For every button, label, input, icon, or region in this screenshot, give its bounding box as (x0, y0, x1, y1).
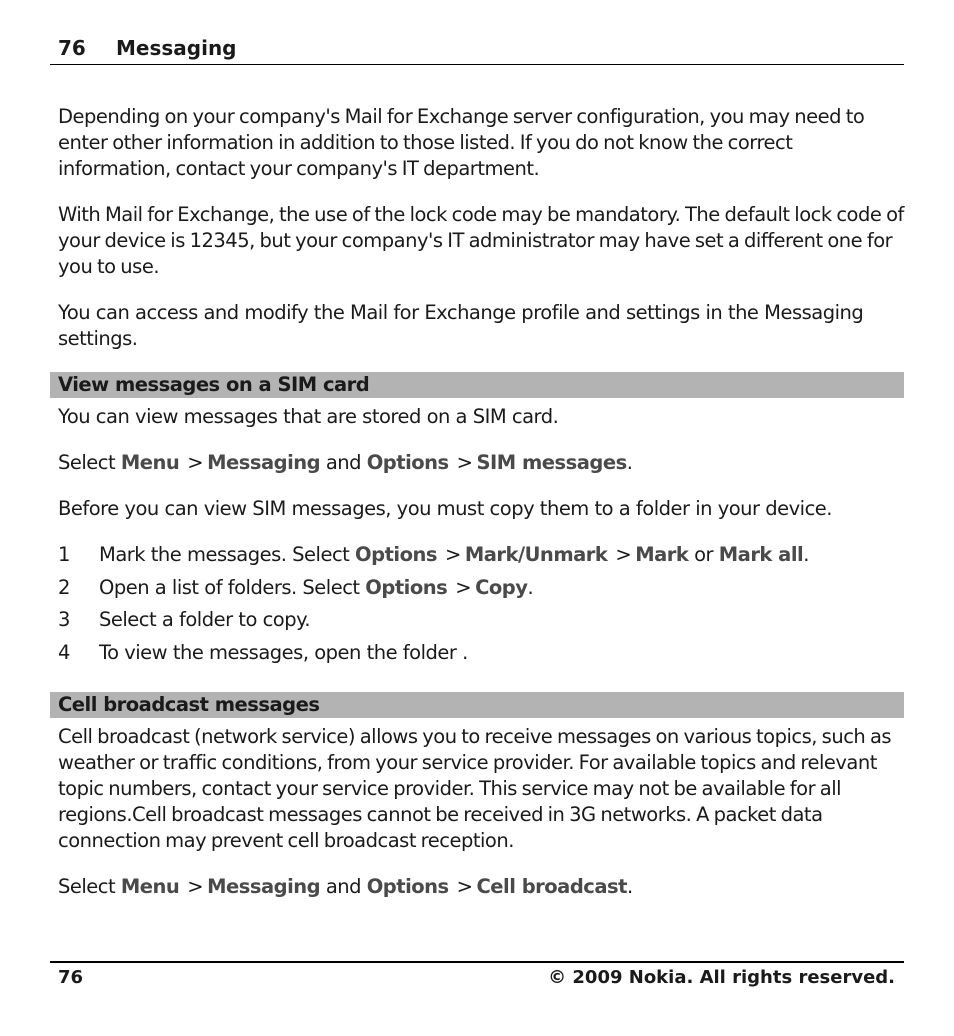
footer-page-number: 76 (58, 967, 84, 988)
list-item: 3 Select a folder to copy. (58, 608, 311, 631)
sim-steps-list (58, 542, 904, 672)
list-item: 1 Mark the messages. Select Options > Mark/Unmark > Mark or Mark all. (58, 543, 809, 566)
intro-paragraph-1: Depending on your company's Mail for Exchange server configuration, you may need to enter other information in addition to those listed. If you do not know the correct information, contact your company's IT department. (58, 105, 865, 180)
cell-paragraph-1: Cell broadcast (network service) allows you to receive messages on various topics, such as weather or traffic conditions, from your service provider. For available topics and relevant topic numbers, contact your service provider. This service may not be available for all regions.Cell broadcast messages cannot be received in 3G networks. A packet data connection may prevent cell broadcast reception. (58, 725, 892, 852)
list-item: 4 To view the messages, open the folder . (58, 640, 468, 664)
page-header (50, 36, 904, 65)
page-number: 76 (58, 36, 86, 60)
copyright-notice: © 2009 Nokia. All rights reserved. (548, 967, 895, 988)
intro-paragraph-3: You can access and modify the Mail for Exchange profile and settings in the Messaging settings. (58, 301, 864, 350)
chapter-title: Messaging (116, 36, 237, 60)
page-footer (50, 961, 904, 995)
page-body (58, 104, 904, 920)
section-heading-sim: View messages on a SIM card (50, 372, 904, 398)
section-heading-cell-broadcast: Cell broadcast messages (50, 692, 904, 718)
sim-paragraph-1: You can view messages that are stored on a SIM card. (58, 405, 559, 428)
sim-select-path: Select Menu > Messaging and Options > SIM messages. (58, 451, 633, 474)
cell-select-path: Select Menu > Messaging and Options > Cell broadcast. (58, 875, 633, 898)
intro-paragraph-2: With Mail for Exchange, the use of the lock code may be mandatory. The default lock code of your device is 12345, but your company's IT administrator may have set a different one for you to use. (58, 203, 904, 278)
list-item: 2 Open a list of folders. Select Options > Copy. (58, 575, 534, 599)
sim-paragraph-2: Before you can view SIM messages, you must copy them to a folder in your device. (58, 497, 833, 520)
